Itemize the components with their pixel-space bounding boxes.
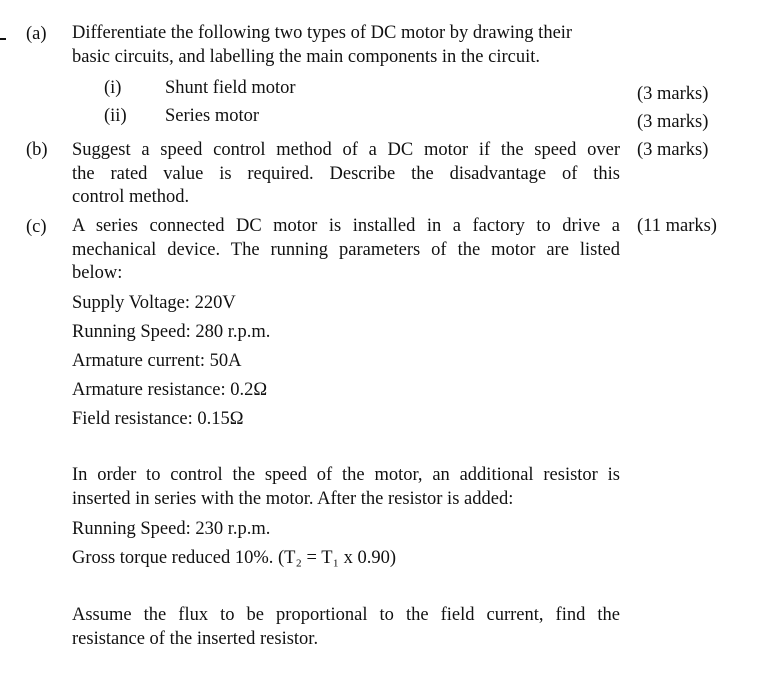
part-b-marks: (3 marks) — [637, 140, 709, 160]
control-line-1: In order to control the speed of the motor, an additional resistor is — [72, 465, 620, 485]
part-b-question — [72, 139, 620, 210]
part-a-label: (a) — [26, 24, 47, 44]
param-running-speed: Running Speed: 280 r.p.m. — [72, 322, 271, 342]
after-running-speed: Running Speed: 230 r.p.m. — [72, 519, 271, 539]
part-b-line-1: Suggest a speed control method of a DC motor if the speed over — [72, 140, 620, 160]
part-c-line-1: A series connected DC motor is installed in a factory to drive a — [72, 216, 620, 236]
part-a-line-1: Differentiate the following two types of DC motor by drawing their — [72, 23, 573, 43]
final-line-2: resistance of the inserted resistor. — [72, 628, 319, 649]
part-c-line-3: below: — [72, 263, 123, 283]
part-c-line-2: mechanical device. The running parameters of the motor are listed — [72, 239, 620, 260]
control-line-2: inserted in series with the motor. After the resistor is added: — [72, 488, 514, 509]
part-a-item-ii-number: (ii) — [104, 106, 127, 126]
part-c-marks: (11 marks) — [637, 216, 717, 236]
part-b-line-3: control method. — [72, 187, 190, 207]
part-c-final-question — [72, 604, 620, 651]
part-b-line-2: the rated value is required. Describe the disadvantage of this — [72, 163, 620, 184]
part-c-control-text — [72, 464, 620, 511]
param-armature-current: Armature current: 50A — [72, 351, 242, 371]
param-armature-resistance: Armature resistance: 0.2Ω — [72, 380, 268, 400]
part-a-line-2: basic circuits, and labelling the main components in the circuit. — [72, 46, 541, 67]
part-a-item-i-marks: (3 marks) — [637, 84, 709, 104]
part-a-item-i-text: Shunt field motor — [165, 78, 296, 98]
part-c-label: (c) — [26, 217, 47, 237]
after-gross-torque: Gross torque reduced 10%. (T₂ = T₁ x 0.90) — [72, 548, 397, 568]
param-supply-voltage: Supply Voltage: 220V — [72, 293, 236, 313]
part-a-question — [72, 22, 620, 69]
part-b-label: (b) — [26, 140, 48, 160]
param-field-resistance: Field resistance: 0.15Ω — [72, 409, 244, 429]
part-a-item-ii-text: Series motor — [165, 106, 260, 126]
part-a-item-i-number: (i) — [104, 78, 122, 98]
final-line-1: Assume the flux to be proportional to the field current, find the — [72, 605, 620, 625]
part-c-question — [72, 215, 620, 286]
part-a-item-ii-marks: (3 marks) — [637, 112, 709, 132]
margin-tick-mark — [0, 38, 6, 40]
